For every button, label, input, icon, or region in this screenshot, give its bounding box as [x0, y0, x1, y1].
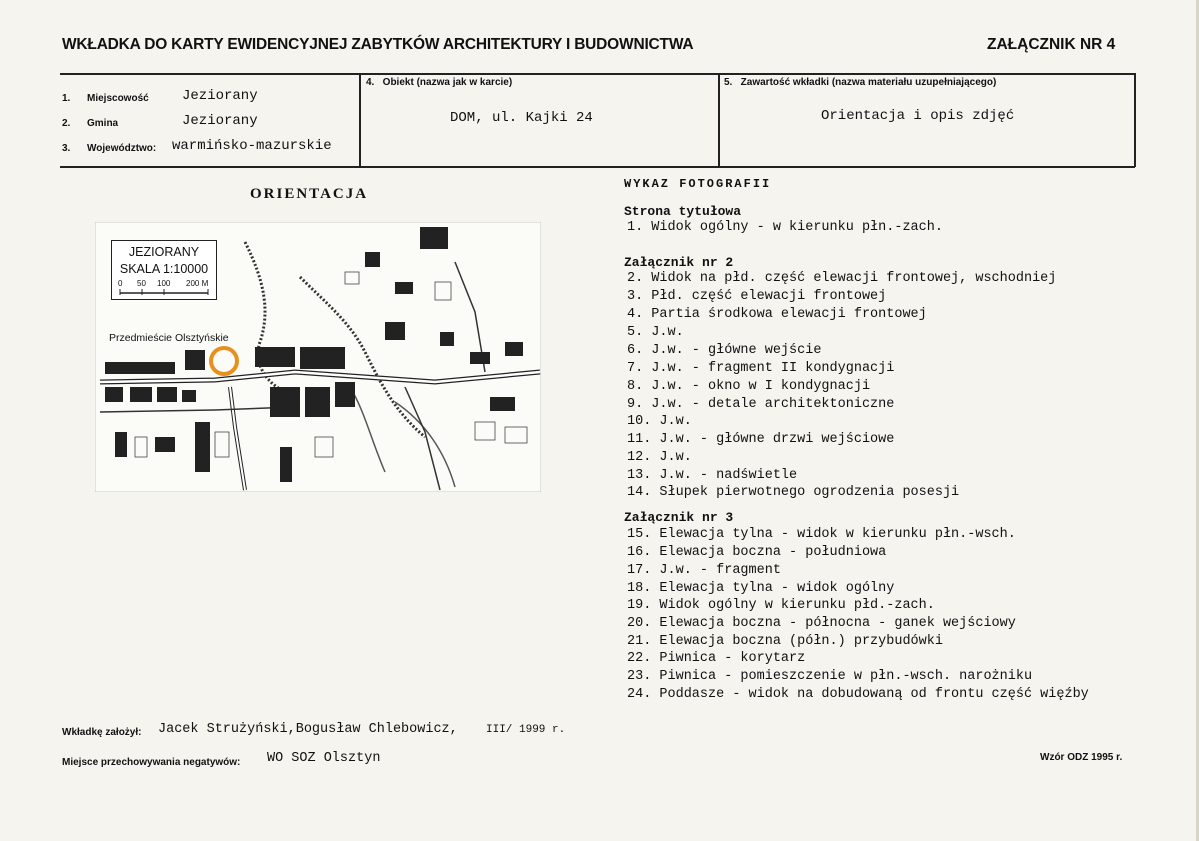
photo-item: 23. Piwnica - pomieszczenie w płn.-wsch. narożniku: [627, 669, 1033, 684]
table-right-border: [1134, 73, 1136, 167]
map-town-name: JEZIORANY: [128, 245, 200, 259]
document-sheet: WKŁADKA DO KARTY EWIDENCYJNEJ ZABYTKÓW ARCHITEKTURY I BUDOWNICTWA ZAŁĄCZNIK NR 4 1. Miejscowość Jeziorany 2. Gmina Jeziorany 3. Województwo: warmińsko-mazurskie 4. Obiekt (nazwa jak w karcie) DOM, ul. Kajki 24 5. Zawartość wkładki (nazwa materiału uzupełniającego) Orientacja i opis zdjęć ORIENTACJA JEZIORANY SKALA 1:10000 0 50 100 200 M Przedmieście Olsztyńskie WYKAZ FOTOGRAFII Strona tytułowa 1. Widok ogólny - w kierunku płn.-zach. Załącznik nr 2 2. Widok na płd. część elewacji frontowej, wschodniej 3. Płd. część elewacji frontowej 4. Partia środkowa elewacji frontowej 5. J.w. 6. J.w. - główne wejście 7. J.w. - fragment II kondygnacji 8. J.w. - okno w I kondygnacji 9. J.w. - detale architektoniczne 10. J.w. 11. J.w. - główne drzwi wejściowe 12. J.w. 13. J.w. - nadświetle 14. Słupek pierwotnego ogrodzenia posesji Załącznik nr 3 15. Elewacja tylna - widok w kierunku płn.-wsch. 16. Elewacja boczna - południowa 17. J.w. - fragment 18. Elewacja tylna - widok ogólny 19. Widok ogólny w kierunku płd.-zach. 20. Elewacja boczna - północna - ganek wejściowy 21. Elewacja boczna (półn.) przybudówki 22. Piwnica - korytarz 23. Piwnica - pomieszczenie w płn.-wsch. narożniku 24. Poddasze - widok na dobudowaną od frontu część więźby Wkładkę założył: Jacek Strużyński,Bogusław Chlebowicz, III/ 1999 r. Miejsce przechowywania negatywów: WO SOZ Olsztyn Wzór ODZ 1995 r.: [0, 0, 1199, 841]
object-label: 4. Obiekt (nazwa jak w karcie): [366, 77, 513, 88]
photo-item: 4. Partia środkowa elewacji frontowej: [627, 307, 927, 322]
scale-tick-50: 50: [137, 279, 146, 288]
content-value: Orientacja i opis zdjęć: [821, 108, 1015, 124]
object-value: DOM, ul. Kajki 24: [450, 110, 593, 126]
town-label: Miejscowość: [87, 93, 149, 104]
photo-item: 20. Elewacja boczna - północna - ganek wejściowy: [627, 616, 1016, 631]
district-label: Przedmieście Olsztyńskie: [109, 332, 229, 344]
photo-item: 5. J.w.: [627, 325, 684, 340]
photo-list-title: WYKAZ FOTOGRAFII: [624, 177, 772, 191]
photo-item: 22. Piwnica - korytarz: [627, 651, 806, 666]
photo-item: 7. J.w. - fragment II kondygnacji: [627, 361, 895, 376]
photo-item: 12. J.w.: [627, 450, 692, 465]
photo-item: 19. Widok ogólny w kierunku płd.-zach.: [627, 598, 935, 613]
photo-item: 14. Słupek pierwotnego ogrodzenia posesji: [627, 485, 960, 500]
group-heading-annex-3: Załącznik nr 3: [624, 510, 734, 525]
group-heading-annex-2: Załącznik nr 2: [624, 255, 734, 270]
photo-item: 15. Elewacja tylna - widok w kierunku płn.-wsch.: [627, 527, 1016, 542]
photo-item: 16. Elewacja boczna - południowa: [627, 545, 887, 560]
document-title: WKŁADKA DO KARTY EWIDENCYJNEJ ZABYTKÓW ARCHITEKTURY I BUDOWNICTWA: [62, 36, 694, 53]
group-heading-title-page: Strona tytułowa: [624, 204, 742, 219]
table-top-border: [60, 73, 1135, 75]
photo-item: 21. Elewacja boczna (półn.) przybudówki: [627, 634, 943, 649]
author-value: Jacek Strużyński,Bogusław Chlebowicz,: [158, 722, 458, 737]
author-label: Wkładkę założył:: [62, 727, 142, 738]
table-bottom-border: [60, 166, 1135, 168]
scale-tick-0: 0: [118, 279, 123, 288]
photo-item: 8. J.w. - okno w I kondygnacji: [627, 379, 871, 394]
storage-value: WO SOZ Olsztyn: [267, 751, 381, 766]
photo-item: 1. Widok ogólny - w kierunku płn.-zach.: [627, 220, 943, 235]
table-divider-1: [359, 73, 361, 167]
template-note: Wzór ODZ 1995 r.: [1040, 752, 1123, 763]
photo-item: 17. J.w. - fragment: [627, 563, 781, 578]
storage-label: Miejsce przechowywania negatywów:: [62, 757, 241, 768]
annex-number: ZAŁĄCZNIK NR 4: [987, 36, 1116, 53]
map-legend: [111, 240, 217, 300]
content-label: 5. Zawartość wkładki (nazwa materiału uzupełniającego): [724, 77, 997, 88]
author-date: III/ 1999 r.: [486, 724, 566, 736]
table-divider-2: [718, 73, 720, 167]
orientation-title: ORIENTACJA: [250, 186, 369, 202]
voivodeship-value: warmińsko-mazurskie: [172, 138, 332, 154]
scale-tick-100: 100: [157, 279, 171, 288]
commune-value: Jeziorany: [182, 113, 258, 129]
location-map: [95, 222, 541, 492]
photo-item: 13. J.w. - nadświetle: [627, 468, 798, 483]
scale-tick-200: 200 M: [186, 279, 209, 288]
photo-item: 24. Poddasze - widok na dobudowaną od frontu część więźby: [627, 687, 1089, 702]
photo-item: 2. Widok na płd. część elewacji frontowej, wschodniej: [627, 271, 1057, 286]
photo-item: 10. J.w.: [627, 414, 692, 429]
photo-item: 6. J.w. - główne wejście: [627, 343, 822, 358]
commune-label: Gmina: [87, 118, 119, 129]
map-scale: SKALA 1:10000: [119, 262, 209, 276]
photo-item: 9. J.w. - detale architektoniczne: [627, 397, 895, 412]
photo-item: 11. J.w. - główne drzwi wejściowe: [627, 432, 895, 447]
photo-item: 18. Elewacja tylna - widok ogólny: [627, 581, 895, 596]
voivodeship-label: Województwo:: [87, 143, 157, 154]
photo-item: 3. Płd. część elewacji frontowej: [627, 289, 887, 304]
town-value: Jeziorany: [182, 88, 258, 104]
